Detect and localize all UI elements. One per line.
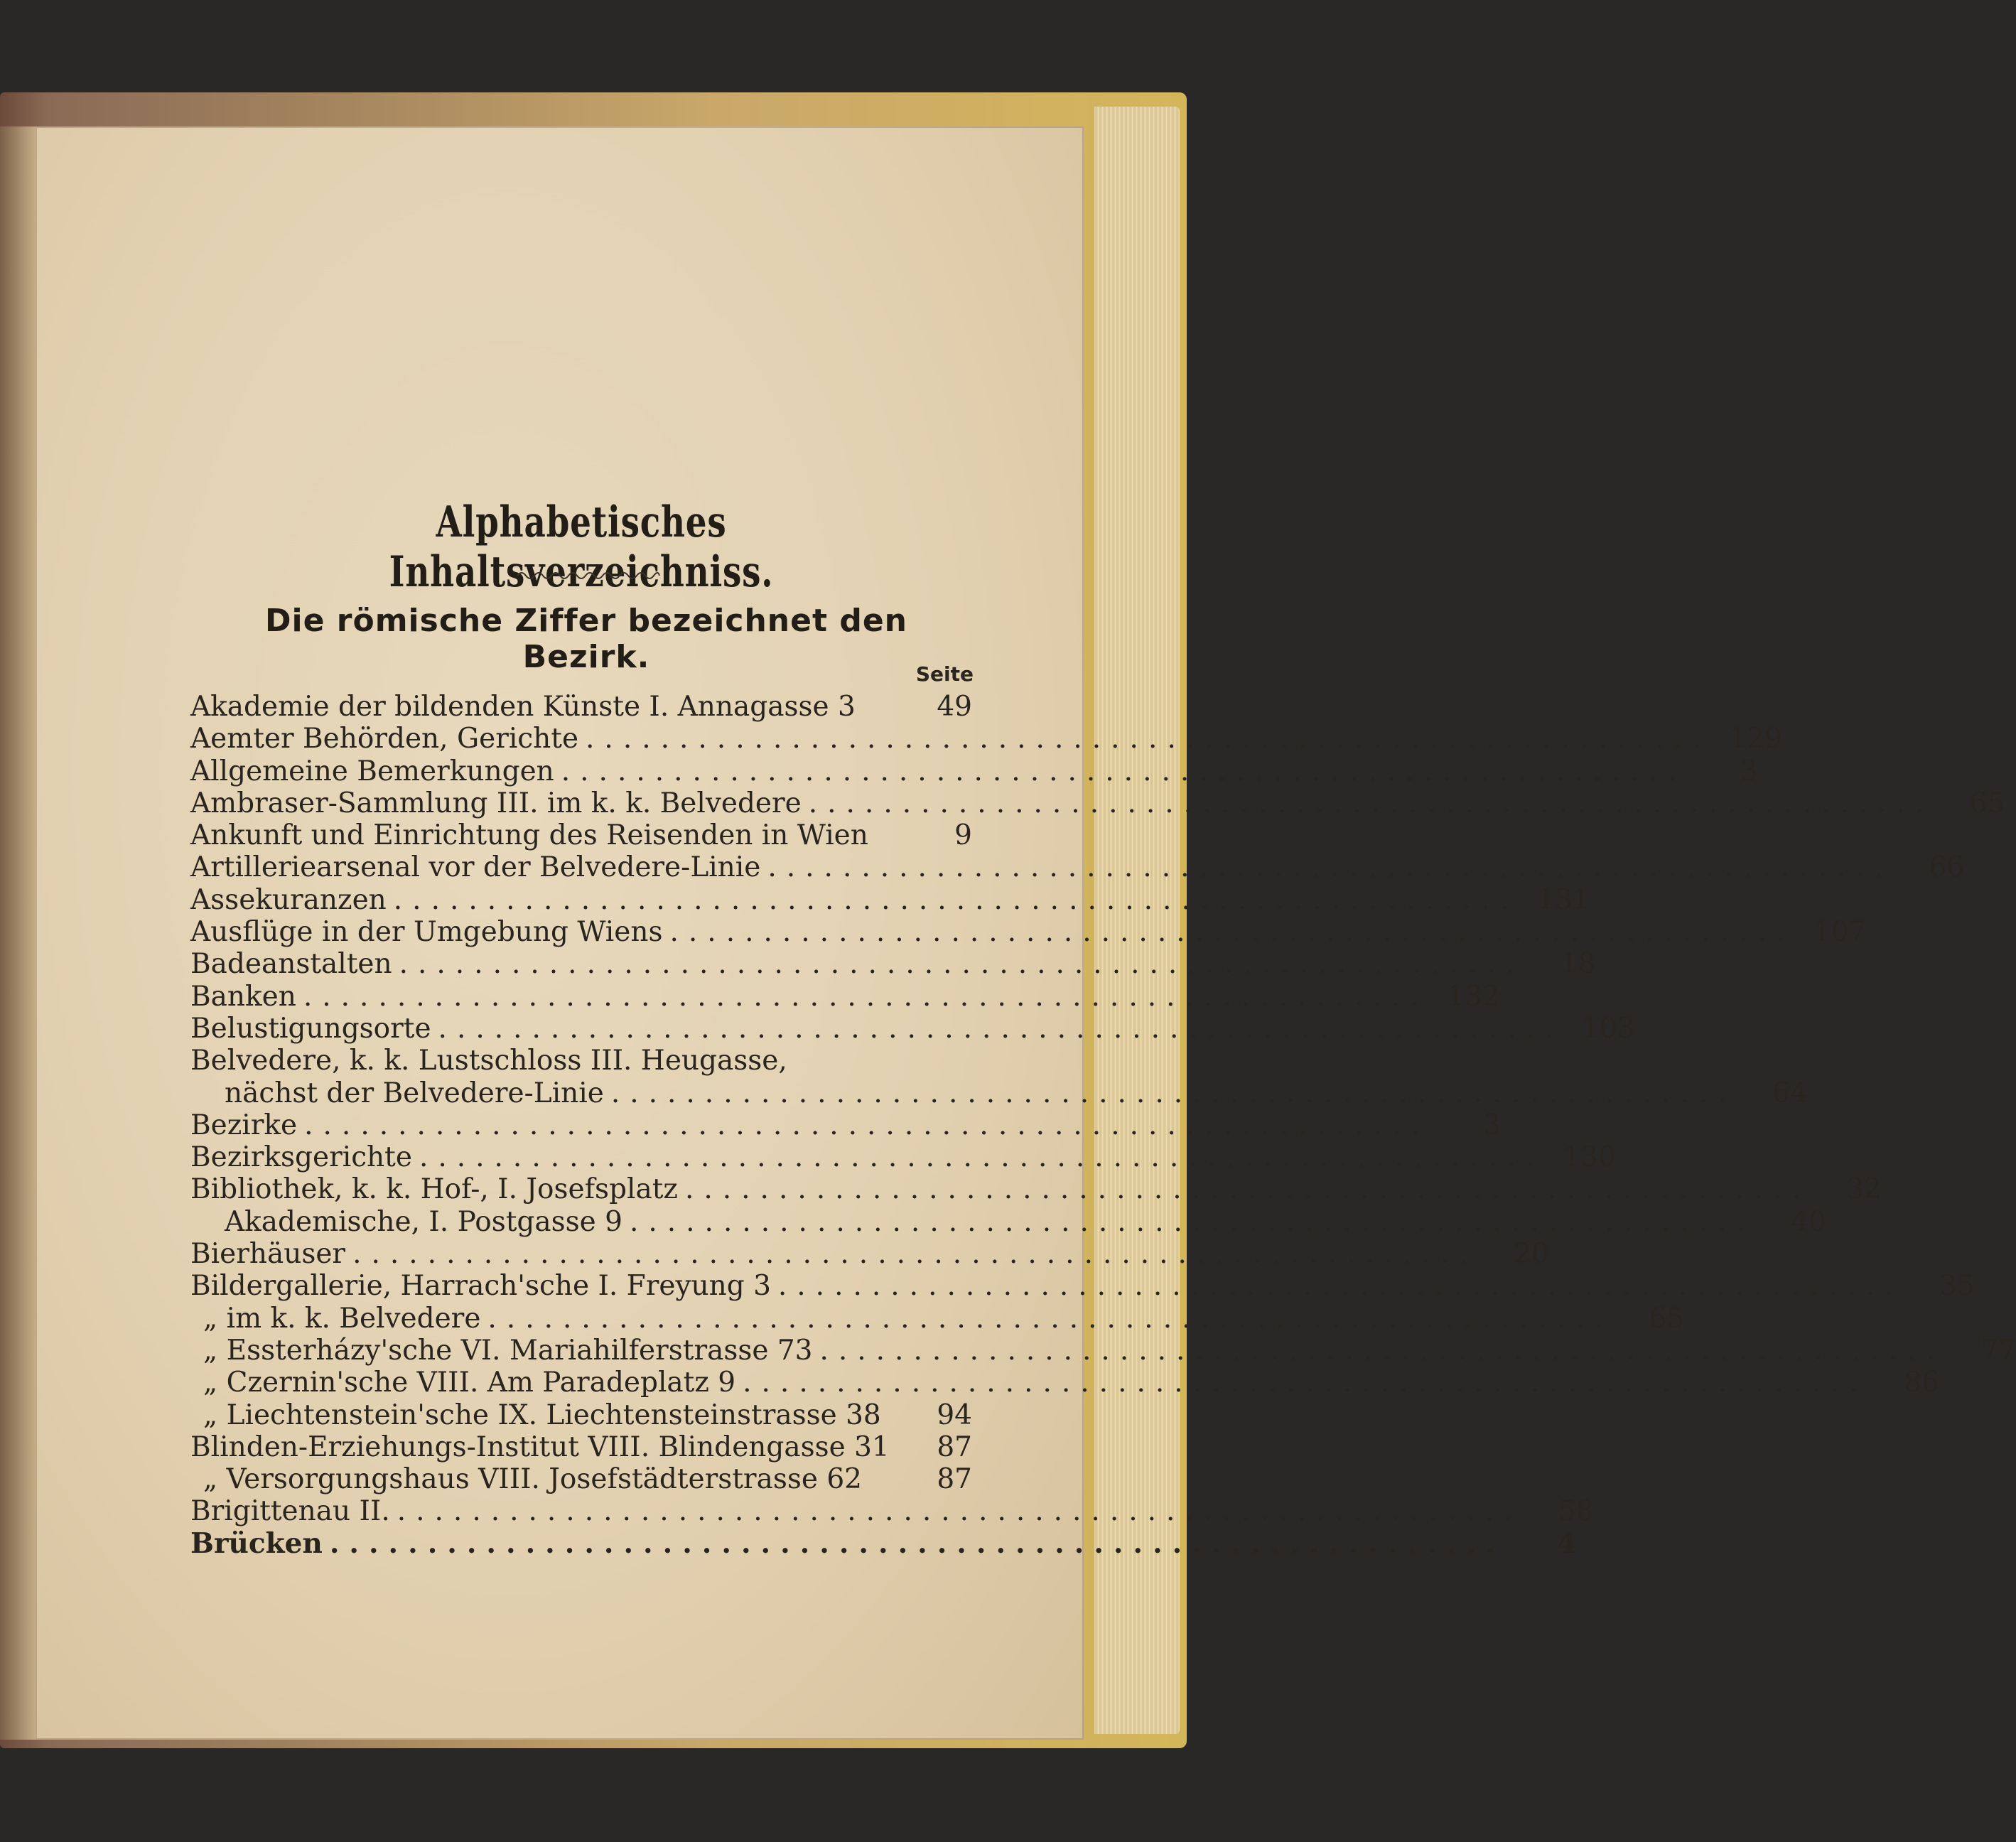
index-entry — [190, 1012, 1635, 1045]
index-entry — [190, 1302, 1685, 1335]
index-entry — [190, 755, 1758, 787]
index-entry — [190, 1367, 1939, 1399]
dot-leader: ............................................................ — [438, 1012, 1564, 1045]
dot-leader: ............................................................ — [487, 1302, 1614, 1335]
entry-label: „ Versorgungshaus VIII. Josefstädterstrasse 62 — [203, 1463, 862, 1496]
entry-label: Bezirke — [190, 1109, 298, 1141]
dot-leader: ............................................................ — [419, 1141, 1545, 1174]
entry-label: Aemter Behörden, Gerichte — [190, 723, 579, 755]
dot-leader: ............................................................ — [610, 1077, 1737, 1109]
entry-label: Ambraser-Sammlung III. im k. k. Belvedere — [190, 787, 802, 819]
entry-page-number: 132 — [1447, 980, 1500, 1013]
dot-leader: ............................................................ — [397, 1495, 1523, 1528]
index-entry — [190, 883, 1590, 916]
index-entry — [190, 1526, 1577, 1560]
entry-page-number: 87 — [937, 1463, 972, 1496]
dot-leader: ............................................................ — [819, 1334, 1946, 1367]
entry-page-number: 87 — [937, 1431, 972, 1463]
entry-label: Akademische, I. Postgasse 9 — [225, 1205, 622, 1238]
entry-page-number: 49 — [937, 691, 972, 723]
entry-page-number: 66 — [1929, 851, 1965, 884]
entry-label: nächst der Belvedere-Linie — [225, 1077, 604, 1109]
entry-label: Bezirksgerichte — [190, 1141, 412, 1174]
index-entry — [190, 1077, 1808, 1109]
dot-leader: ............................................................ — [777, 1270, 1904, 1303]
entry-label: Assekuranzen — [190, 883, 387, 916]
entry-page-number: 9 — [954, 819, 972, 852]
index-entry — [190, 1431, 972, 1463]
page-column-header: Seite — [915, 662, 974, 686]
index-list — [190, 691, 2016, 1560]
entry-label: Belustigungsorte — [190, 1012, 431, 1045]
index-entry — [190, 980, 1500, 1013]
entry-label: Akademie der bildenden Künste I. Annagasse 3 — [190, 691, 856, 723]
entry-page-number: 65 — [1969, 787, 2005, 819]
dot-leader: ............................................................ — [329, 1526, 1506, 1560]
left-page-gutter — [0, 126, 37, 1740]
entry-label: Blinden-Erziehungs-Institut VIII. Blindengasse 31 — [190, 1431, 890, 1463]
entry-page-number: 32 — [1846, 1173, 1882, 1206]
dot-leader: ............................................................ — [669, 916, 1796, 949]
entry-page-number: 131 — [1537, 883, 1590, 916]
entry-page-number: 130 — [1563, 1141, 1616, 1174]
index-entry — [190, 1334, 2016, 1367]
entry-label: Brücken — [190, 1526, 323, 1560]
entry-label: Bildergallerie, Harrach'sche I. Freyung 3 — [190, 1270, 771, 1303]
entry-label: Banken — [190, 980, 296, 1013]
entry-label: Ausflüge in der Umgebung Wiens — [190, 916, 663, 949]
dot-leader: ............................................................ — [586, 723, 1711, 755]
entry-page-number: 107 — [1813, 916, 1867, 949]
entry-label: Allgemeine Bemerkungen — [190, 755, 554, 787]
entry-page-number: 20 — [1514, 1238, 1549, 1271]
index-entry — [190, 851, 1965, 884]
dot-leader: ............................................................ — [808, 787, 1934, 819]
index-entry — [190, 787, 2005, 819]
index-entry — [190, 1495, 1594, 1528]
index-entry — [190, 916, 1867, 949]
dot-leader: ............................................................ — [561, 755, 1687, 787]
entry-label: Bibliothek, k. k. Hof-, I. Josefsplatz — [190, 1173, 678, 1206]
index-entry — [190, 819, 972, 851]
entry-label: Belvedere, k. k. Lustschloss III. Heugasse, — [190, 1045, 787, 1077]
entry-page-number: 103 — [1581, 1012, 1635, 1045]
entry-page-number: 4 — [1557, 1526, 1577, 1560]
entry-page-number: 3 — [1483, 1109, 1501, 1141]
index-entry — [190, 1270, 1975, 1303]
entry-page-number: 65 — [1649, 1302, 1685, 1335]
entry-label: Ankunft und Einrichtung des Reisenden in Wien — [190, 819, 868, 852]
entry-page-number: 3 — [1740, 755, 1758, 787]
dot-leader: ............................................................ — [304, 1109, 1430, 1141]
entry-page-number: 18 — [1560, 948, 1596, 981]
dot-leader: ............................................................ — [393, 883, 1519, 916]
entry-label: Bierhäuser — [190, 1238, 346, 1271]
index-entry — [190, 1173, 1882, 1206]
entry-label: „ im k. k. Belvedere — [203, 1302, 481, 1335]
index-entry — [190, 1205, 1826, 1238]
index-entry — [190, 1463, 972, 1495]
dot-leader: ............................................................ — [743, 1367, 1868, 1399]
entry-label: Brigittenau II. — [190, 1495, 390, 1528]
index-entry — [190, 1109, 1501, 1141]
dot-leader: ............................................................ — [399, 948, 1525, 981]
index-entry — [190, 691, 972, 723]
entry-page-number: 86 — [1904, 1367, 1939, 1399]
dot-leader: ............................................................ — [352, 1238, 1478, 1271]
entry-page-number: 94 — [937, 1399, 972, 1431]
index-entry — [190, 948, 1596, 981]
dot-leader: ............................................................ — [629, 1205, 1755, 1238]
entry-label: „ Czernin'sche VIII. Am Paradeplatz 9 — [203, 1367, 736, 1399]
index-entry — [190, 1399, 972, 1431]
entry-label: „ Liechtenstein'sche IX. Liechtensteinstrasse 38 — [203, 1399, 881, 1431]
entry-page-number: 77 — [1980, 1334, 2016, 1367]
subtitle: Die römische Ziffer bezeichnet den Bezirk. — [265, 603, 907, 675]
dot-leader: ............................................................ — [767, 851, 1894, 884]
entry-label: „ Essterházy'sche VI. Mariahilferstrasse 73 — [203, 1334, 813, 1367]
entry-label: Artilleriearsenal vor der Belvedere-Linie — [190, 851, 761, 884]
dot-leader: ............................................................ — [303, 980, 1429, 1013]
wave-ornament — [517, 567, 659, 584]
entry-page-number: 40 — [1791, 1205, 1826, 1238]
index-entry — [190, 1238, 1549, 1271]
entry-page-number: 35 — [1939, 1270, 1975, 1303]
entry-label: Badeanstalten — [190, 948, 392, 981]
page-title: Alphabetisches Inhaltsverzeichniss. — [389, 497, 774, 597]
entry-page-number: 58 — [1558, 1495, 1594, 1528]
entry-page-number: 64 — [1772, 1077, 1808, 1109]
index-entry — [190, 723, 1782, 755]
dot-leader: ............................................................ — [684, 1173, 1811, 1206]
index-entry — [190, 1141, 1616, 1174]
entry-page-number: 129 — [1729, 723, 1782, 755]
index-entry — [190, 1045, 972, 1077]
